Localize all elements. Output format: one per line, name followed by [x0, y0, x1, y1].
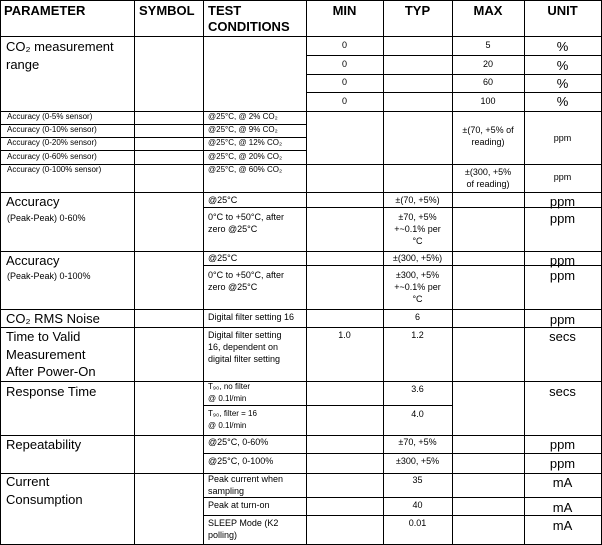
current-unit: mA [552, 518, 573, 533]
accuracy-sensor-unit-last: ppm [553, 172, 572, 182]
range-max: 20 [482, 59, 493, 69]
accuracy-60-typ: ±(70, +5%) [395, 195, 440, 205]
header-typ: TYP [404, 3, 431, 18]
grid-line [0, 0, 602, 1]
row-label-accuracy-sensor: Accuracy (0-100% sensor) [7, 165, 102, 174]
accuracy-sensor-condition: @25°C, @ 12% CO₂ [208, 138, 283, 147]
row-label-accuracy-100: Accuracy [6, 253, 60, 268]
accuracy-60-typ: +~0.1% per [394, 224, 441, 234]
time-to-valid-condition: Digital filter setting [208, 330, 282, 340]
header-conditions: CONDITIONS [208, 19, 290, 34]
grid-line [134, 0, 135, 545]
rms-noise-typ: 6 [414, 312, 420, 322]
accuracy-60-condition: @25°C [208, 195, 238, 205]
range-unit: % [556, 58, 569, 73]
current-condition: SLEEP Mode (K2 [208, 518, 279, 528]
time-to-valid-min: 1.0 [338, 330, 351, 340]
response-time-typ: 4.0 [411, 409, 424, 419]
accuracy-60-unit: ppm [549, 211, 576, 226]
range-unit: % [556, 76, 569, 91]
row-label-accuracy-100: (Peak-Peak) 0-100% [7, 271, 91, 281]
grid-line [0, 36, 602, 37]
response-time-condition: @ 0.1l/min [208, 394, 247, 403]
current-typ: 0.01 [408, 518, 427, 528]
time-to-valid-condition: 16, dependent on [208, 342, 279, 352]
row-label-accuracy-sensor: Accuracy (0-5% sensor) [7, 112, 93, 121]
time-to-valid-unit: secs [549, 329, 576, 344]
row-label-time-to-valid: Time to Valid [6, 329, 81, 344]
row-label-accuracy-60: Accuracy [6, 194, 60, 209]
row-label-current: Consumption [6, 492, 83, 507]
accuracy-sensor-max-last: of reading) [466, 179, 510, 189]
accuracy-60-typ: ±70, +5% [398, 212, 437, 222]
current-condition: Peak at turn-on [208, 500, 270, 510]
accuracy-60-unit: ppm [549, 194, 576, 209]
range-min: 0 [341, 77, 347, 87]
range-max: 5 [485, 40, 491, 50]
range-unit: % [556, 39, 569, 54]
range-max: 100 [480, 96, 496, 106]
accuracy-sensor-condition: @25°C, @ 2% CO₂ [208, 112, 278, 121]
row-label-rms-noise: CO₂ RMS Noise [6, 311, 100, 326]
current-condition: sampling [208, 486, 245, 496]
header-max: MAX [473, 3, 503, 18]
accuracy-60-typ: °C [412, 236, 423, 246]
accuracy-60-condition: zero @25°C [208, 224, 258, 234]
rms-noise-condition: Digital filter setting 16 [208, 312, 295, 322]
accuracy-100-typ: °C [412, 294, 423, 304]
row-label-accuracy-sensor: Accuracy (0-60% sensor) [7, 152, 97, 161]
accuracy-100-condition: @25°C [208, 253, 238, 263]
accuracy-100-unit: ppm [549, 253, 576, 268]
row-label-measurement-range: CO₂ measurement [6, 39, 114, 54]
current-condition: polling) [208, 530, 238, 540]
grid-line [0, 473, 602, 474]
row-label-accuracy-sensor: Accuracy (0-20% sensor) [7, 138, 97, 147]
time-to-valid-condition: digital filter setting [208, 354, 281, 364]
grid-line [0, 192, 602, 193]
accuracy-sensor-condition: @25°C, @ 20% CO₂ [208, 152, 283, 161]
row-label-time-to-valid: After Power-On [6, 364, 96, 379]
grid-line [0, 251, 602, 252]
accuracy-sensor-max: reading) [471, 137, 505, 147]
repeatability-condition: @25°C, 0-60% [208, 437, 269, 447]
grid-line [0, 381, 602, 382]
accuracy-sensor-max-last: ±(300, +5% [464, 167, 512, 177]
response-time-unit: secs [549, 384, 576, 399]
range-min: 0 [341, 96, 347, 106]
row-label-accuracy-sensor: Accuracy (0-10% sensor) [7, 125, 97, 134]
grid-line [203, 497, 602, 498]
response-time-typ: 3.6 [411, 384, 424, 394]
grid-line [0, 0, 1, 545]
response-time-condition: @ 0.1l/min [208, 421, 247, 430]
accuracy-100-typ: ±(300, +5%) [392, 253, 443, 263]
repeatability-condition: @25°C, 0-100% [208, 456, 274, 466]
grid-line [0, 435, 602, 436]
current-unit: mA [552, 500, 573, 515]
range-unit: % [556, 94, 569, 109]
row-label-accuracy-60: (Peak-Peak) 0-60% [7, 213, 86, 223]
current-typ: 35 [412, 475, 423, 485]
accuracy-sensor-unit: ppm [553, 133, 572, 143]
repeatability-unit: ppm [549, 437, 576, 452]
range-min: 0 [341, 59, 347, 69]
repeatability-typ: ±300, +5% [395, 456, 440, 466]
accuracy-sensor-condition: @25°C, @ 60% CO₂ [208, 165, 283, 174]
response-time-condition: T₉₀, filter = 16 [208, 409, 257, 418]
row-label-time-to-valid: Measurement [6, 347, 86, 362]
current-condition: Peak current when [208, 474, 284, 484]
header-min: MIN [332, 3, 357, 18]
current-unit: mA [552, 475, 573, 490]
header-symbol: SYMBOL [139, 3, 195, 18]
accuracy-sensor-max: ±(70, +5% of [462, 125, 514, 135]
header-test: TEST [208, 3, 242, 18]
accuracy-100-condition: zero @25°C [208, 282, 258, 292]
accuracy-sensor-condition: @25°C, @ 9% CO₂ [208, 125, 278, 134]
accuracy-100-typ: +~0.1% per [394, 282, 441, 292]
range-max: 60 [482, 77, 493, 87]
response-time-condition: T₉₀, no filter [208, 382, 251, 391]
header-unit: UNIT [547, 3, 578, 18]
row-label-response-time: Response Time [6, 384, 97, 399]
accuracy-100-condition: 0°C to +50°C, after [208, 270, 284, 280]
repeatability-typ: ±70, +5% [398, 437, 437, 447]
time-to-valid-typ: 1.2 [411, 330, 424, 340]
repeatability-unit: ppm [549, 456, 576, 471]
rms-noise-unit: ppm [549, 312, 576, 327]
header-parameter: PARAMETER [4, 3, 86, 18]
row-label-current: Current [6, 474, 50, 489]
grid-line [203, 0, 204, 545]
row-label-repeatability: Repeatability [6, 437, 82, 452]
accuracy-100-unit: ppm [549, 268, 576, 283]
accuracy-60-condition: 0°C to +50°C, after [208, 212, 284, 222]
current-typ: 40 [412, 500, 423, 510]
accuracy-100-typ: ±300, +5% [395, 270, 440, 280]
range-min: 0 [341, 40, 347, 50]
row-label-measurement-range: range [6, 57, 40, 72]
